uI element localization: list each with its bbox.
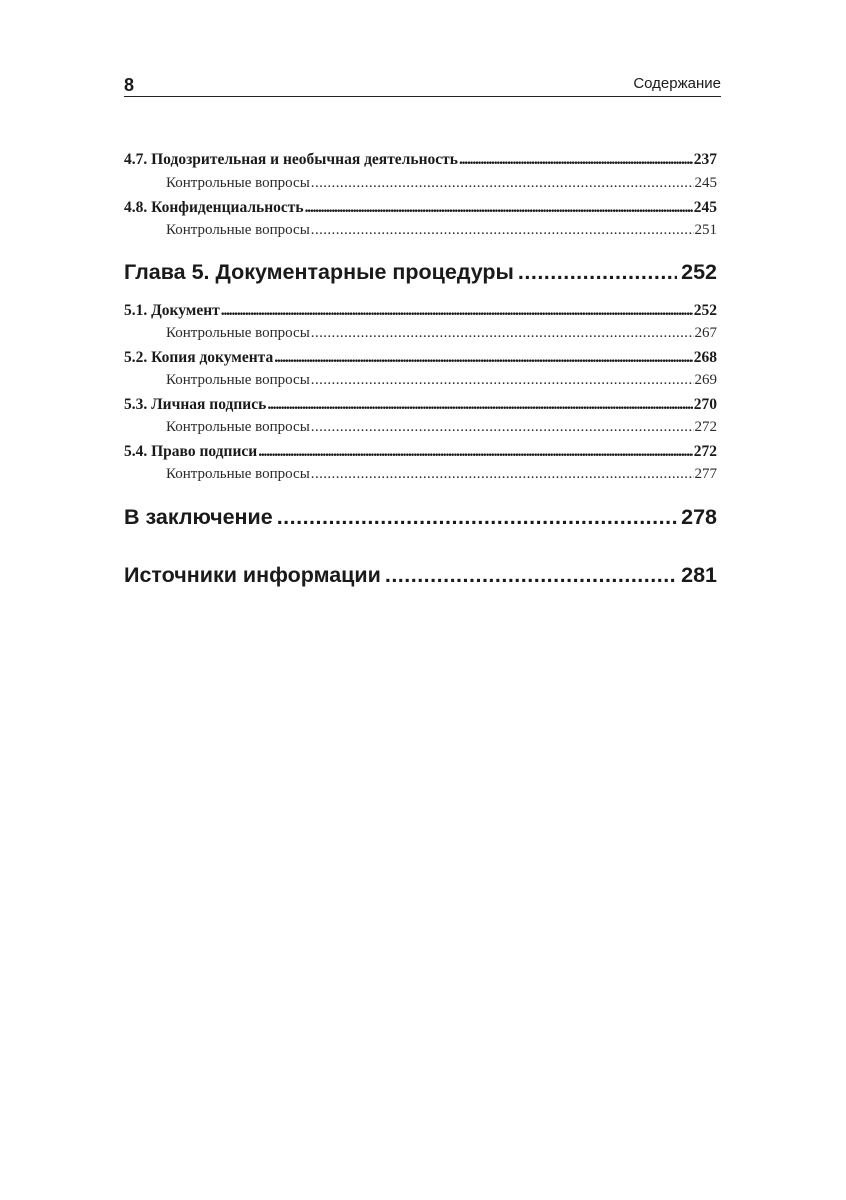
toc-entry-section — [124, 349, 717, 371]
toc-entry-page: 272 — [694, 419, 717, 435]
toc-entry-title: Глава 5. Документарные процедуры — [124, 260, 514, 284]
dot-leader — [311, 325, 694, 342]
toc-entry-sub — [124, 325, 717, 345]
running-head: Содержание — [633, 75, 721, 92]
dot-leader — [311, 222, 694, 239]
toc-entry-page: 272 — [693, 443, 717, 460]
toc-entry-page: 270 — [693, 396, 717, 413]
toc-entry-page: 267 — [694, 325, 717, 341]
toc-entry-section — [124, 151, 717, 173]
dot-leader — [274, 349, 693, 367]
page-number: 8 — [124, 75, 135, 95]
toc-entry-chapter — [124, 563, 717, 593]
toc-entry-section — [124, 199, 717, 221]
toc-entry-title: Контрольные вопросы — [166, 419, 310, 435]
toc-entry-page: 252 — [681, 260, 717, 284]
toc-entry-page: 268 — [693, 349, 717, 366]
toc-entry-title: 4.8. Конфиденциальность — [124, 199, 304, 216]
toc-entry-sub — [124, 222, 717, 242]
toc-entry-title: 5.4. Право подписи — [124, 443, 258, 460]
dot-leader — [518, 260, 677, 285]
dot-leader — [305, 199, 693, 217]
toc-entry-section — [124, 396, 717, 418]
toc-entry-page: 269 — [694, 372, 717, 388]
dot-leader — [277, 505, 677, 530]
toc-entry-section — [124, 302, 717, 324]
dot-leader — [385, 563, 677, 588]
toc-entry-title: Контрольные вопросы — [166, 372, 310, 388]
dot-leader — [311, 466, 694, 483]
dot-leader — [221, 302, 693, 320]
toc-entry-page: 245 — [694, 175, 717, 191]
toc-entry-sub — [124, 466, 717, 486]
dot-leader — [267, 396, 692, 414]
toc-entry-title: Контрольные вопросы — [166, 175, 310, 191]
toc-entry-sub — [124, 419, 717, 439]
toc-entry-title: 5.2. Копия документа — [124, 349, 274, 366]
toc-entry-title: 5.3. Личная подпись — [124, 396, 267, 413]
dot-leader — [311, 175, 694, 192]
toc-entry-title: 5.1. Документ — [124, 302, 220, 319]
toc-entry-chapter — [124, 505, 717, 535]
toc-entry-sub — [124, 175, 717, 195]
dot-leader — [311, 419, 694, 436]
toc-entry-title: Источники информации — [124, 563, 381, 587]
dot-leader — [258, 443, 693, 461]
toc-entry-title: В заключение — [124, 505, 273, 529]
toc-entry-page: 278 — [681, 505, 717, 529]
page-header — [124, 74, 721, 97]
toc-entry-title: Контрольные вопросы — [166, 466, 310, 482]
toc-entry-page: 281 — [681, 563, 717, 587]
toc-entry-page: 237 — [693, 151, 717, 168]
toc-entry-section — [124, 443, 717, 465]
toc-entry-page: 277 — [694, 466, 717, 482]
toc-entry-page: 252 — [693, 302, 717, 319]
toc-entry-title: Контрольные вопросы — [166, 325, 310, 341]
toc-entry-title: Контрольные вопросы — [166, 222, 310, 238]
toc-entry-sub — [124, 372, 717, 392]
dot-leader — [311, 372, 694, 389]
toc-entry-page: 251 — [694, 222, 717, 238]
toc-entry-chapter — [124, 260, 717, 290]
toc-entry-title: 4.7. Подозрительная и необычная деятельность — [124, 151, 458, 168]
dot-leader — [459, 151, 693, 169]
toc-entry-page: 245 — [693, 199, 717, 216]
